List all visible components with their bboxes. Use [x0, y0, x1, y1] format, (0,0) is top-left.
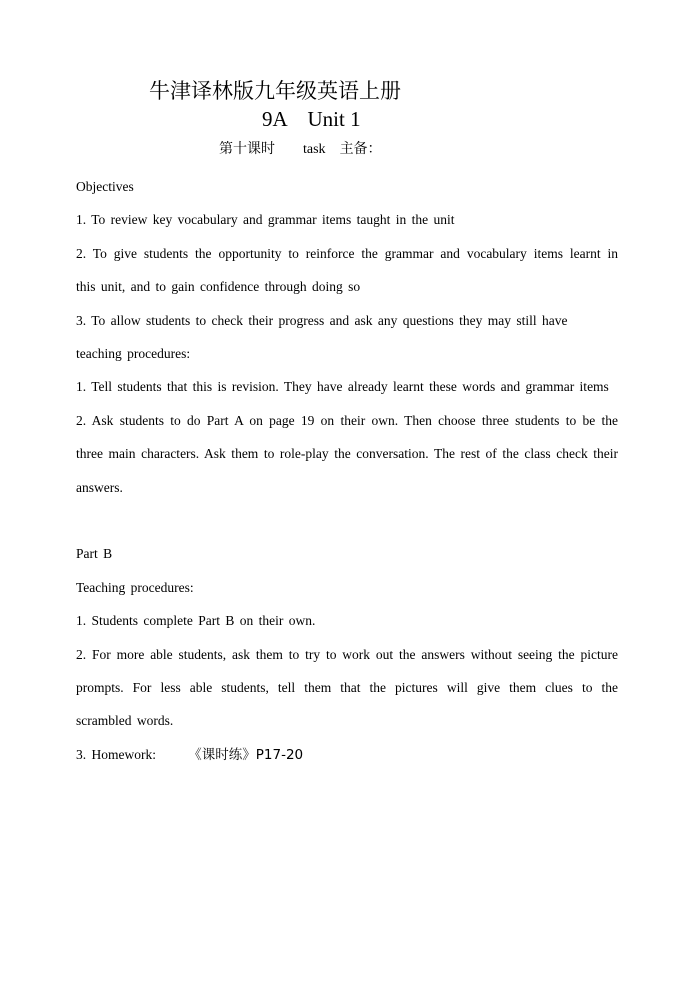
part-b-item: 1. Students complete Part B on their own. — [76, 613, 316, 629]
objectives-heading: Objectives — [76, 179, 134, 194]
lesson-preparer: 主备： — [339, 141, 382, 157]
lesson-line — [219, 139, 382, 160]
paragraph-gap — [76, 504, 618, 537]
lesson-task: task — [303, 142, 326, 157]
unit-title: 9A Unit 1 — [262, 107, 361, 131]
homework-label: 3. Homework: — [76, 746, 156, 762]
document-body — [76, 170, 618, 772]
part-b-heading: Part B — [76, 546, 113, 562]
objective-item: 3. To allow students to check their progress and ask any questions they may still have — [76, 312, 568, 328]
objective-item: 2. To give students the opportunity to reinforce the grammar and vocabulary items learnt in this unit, and to gain confidence through doing so — [76, 245, 618, 295]
homework-line — [76, 738, 618, 772]
lesson-number: 第十课时 — [219, 141, 275, 157]
part-b-subheading: Teaching procedures: — [76, 579, 194, 595]
document-title: 牛津译林版九年级英语上册 — [149, 79, 401, 103]
procedures-heading: teaching procedures: — [76, 346, 191, 362]
objective-item: 1. To review key vocabulary and grammar items taught in the unit — [76, 212, 455, 228]
homework-value: 《课时练》P17-20 — [188, 746, 304, 763]
procedure-item: 1. Tell students that this is revision. They have already learnt these words and grammar items — [76, 379, 609, 395]
part-b-item: 2. For more able students, ask them to try to work out the answers without seeing the picture prompts. For less able students, tell them that the pictures will give them clues to the scrambled words. — [76, 646, 618, 729]
procedure-item: 2. Ask students to do Part A on page 19 on their own. Then choose three students to be the three main characters. Ask them to role-play the conversation. The rest of the class check their answers. — [76, 412, 618, 495]
